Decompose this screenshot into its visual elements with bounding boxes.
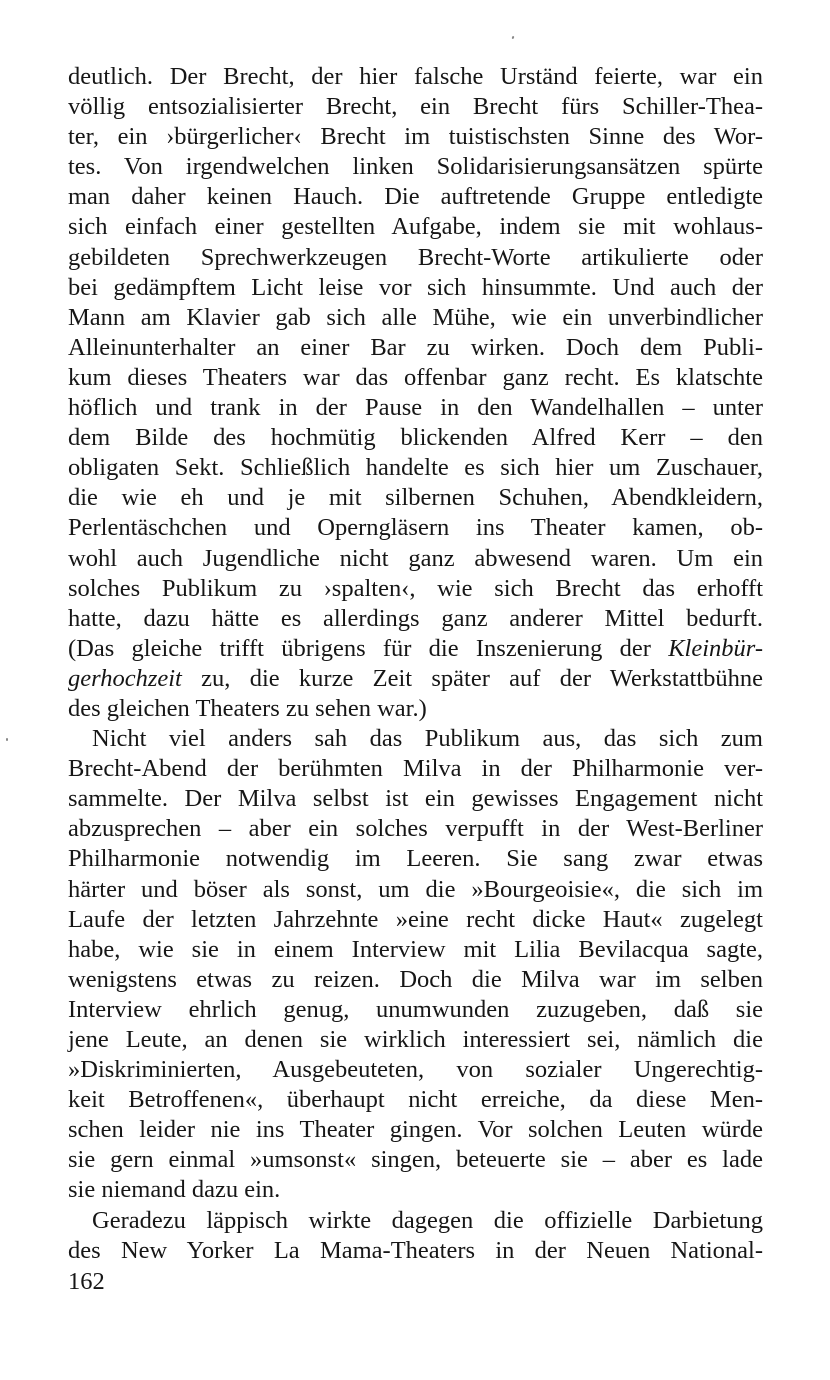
text-line — [68, 513, 763, 543]
text-span: ter, ein ›bürgerlicher‹ Brecht im tuistischsten Sinne des Wor- — [68, 123, 763, 151]
text-span: keit Betroffenen«, überhaupt nicht erreiche, da diese Men- — [68, 1086, 763, 1114]
text-span: sich einfach einer gestellten Aufgabe, indem sie mit wohlaus- — [68, 213, 763, 241]
text-span: hatte, dazu hätte es allerdings ganz anderer Mittel bedurft. — [68, 604, 763, 632]
text-line — [68, 724, 763, 754]
text-span: dem Bilde des hochmütig blickenden Alfred Kerr – den — [68, 424, 763, 452]
text-span: Geradezu läppisch wirkte dagegen die offizielle Darbietung — [92, 1206, 763, 1234]
body-text — [68, 62, 763, 1266]
page-number: 162 — [68, 1268, 105, 1295]
text-span: höflich und trank in der Pause in den Wandelhallen – unter — [68, 394, 763, 422]
text-line — [68, 875, 763, 905]
text-line — [68, 1055, 763, 1085]
text-span: tes. Von irgendwelchen linken Solidarisierungsansätzen spürte — [68, 153, 763, 181]
text-span: die wie eh und je mit silbernen Schuhen, Abendkleidern, — [68, 484, 763, 512]
text-span: »Diskriminierten, Ausgebeuteten, von sozialer Ungerechtig- — [68, 1056, 763, 1084]
text-line — [68, 784, 763, 814]
text-span: Philharmonie notwendig im Leeren. Sie sang zwar etwas — [68, 845, 763, 873]
text-span: sie gern einmal »umsonst« singen, beteuerte sie – aber es lade — [68, 1146, 763, 1174]
text-line — [68, 303, 763, 333]
text-span: obligaten Sekt. Schließlich handelte es sich hier um Zuschauer, — [68, 454, 763, 482]
text-line — [68, 333, 763, 363]
text-line — [68, 694, 763, 724]
text-line — [68, 62, 763, 92]
text-span: schen leider nie ins Theater gingen. Vor solchen Leuten würde — [68, 1116, 763, 1144]
text-line — [68, 1145, 763, 1175]
text-line — [68, 574, 763, 604]
text-span: Interview ehrlich genug, unumwunden zuzugeben, daß sie — [68, 995, 763, 1023]
text-span: Brecht-Abend der berühmten Milva in der Philharmonie ver- — [68, 755, 763, 783]
text-span: jene Leute, an denen sie wirklich interessiert sei, nämlich die — [68, 1026, 763, 1053]
text-span: sammelte. Der Milva selbst ist ein gewisses Engagement nicht — [68, 785, 763, 813]
text-span: Mann am Klavier gab sich alle Mühe, wie ein unverbindlicher — [68, 303, 763, 331]
text-line — [68, 453, 763, 483]
text-line — [68, 604, 763, 634]
text-span: man daher keinen Hauch. Die auftretende Gruppe entledigte — [68, 183, 763, 211]
text-line — [68, 544, 763, 574]
text-span: des New Yorker La Mama-Theaters in der Neuen National- — [68, 1236, 763, 1264]
text-line — [68, 393, 763, 423]
italic-title-span: Kleinbür- — [668, 634, 763, 662]
text-span: Perlentäschchen und Operngläsern ins Theater kamen, ob- — [68, 514, 763, 542]
italic-title-span: gerhochzeit — [68, 664, 182, 692]
text-line — [68, 152, 763, 182]
text-span: des gleichen Theaters zu sehen war.) — [68, 694, 427, 722]
text-span: Alleinunterhalter an einer Bar zu wirken. Doch dem Publi- — [68, 333, 763, 361]
text-line — [68, 844, 763, 874]
text-line — [68, 243, 763, 273]
text-line — [68, 1085, 763, 1115]
text-line — [68, 754, 763, 784]
text-span: zu, die kurze Zeit später auf der Werkstattbühne — [181, 664, 763, 692]
text-span: wenigstens etwas zu reizen. Doch die Milva war im selben — [68, 965, 763, 993]
text-span: Nicht viel anders sah das Publikum aus, das sich zum — [92, 725, 763, 753]
text-line — [68, 1175, 763, 1205]
text-line — [68, 1206, 763, 1236]
text-span: bei gedämpftem Licht leise vor sich hinsummte. Und auch der — [68, 273, 763, 301]
text-line — [68, 182, 763, 212]
text-span: deutlich. Der Brecht, der hier falsche Urständ feierte, war ein — [68, 63, 763, 90]
scan-speck — [512, 36, 515, 40]
text-span: abzusprechen – aber ein solches verpufft in der West-Berliner — [68, 815, 763, 843]
text-line — [68, 995, 763, 1025]
text-span: kum dieses Theaters war das offenbar ganz recht. Es klatschte — [68, 363, 763, 391]
text-line — [68, 664, 763, 694]
text-line — [68, 634, 763, 664]
text-span: Laufe der letzten Jahrzehnte »eine recht dicke Haut« zugelegt — [68, 905, 763, 933]
text-line — [68, 965, 763, 995]
text-line — [68, 363, 763, 393]
text-span: gebildeten Sprechwerkzeugen Brecht-Worte artikulierte oder — [68, 243, 763, 271]
text-line — [68, 1115, 763, 1145]
text-line — [68, 1236, 763, 1266]
text-line — [68, 483, 763, 513]
text-line — [68, 212, 763, 242]
text-span: solches Publikum zu ›spalten‹, wie sich Brecht das erhofft — [68, 574, 763, 602]
text-line — [68, 273, 763, 303]
text-line — [68, 935, 763, 965]
text-line — [68, 814, 763, 844]
text-line — [68, 905, 763, 935]
text-line — [68, 423, 763, 453]
scan-speck — [6, 738, 8, 741]
text-span: völlig entsozialisierter Brecht, ein Brecht fürs Schiller-Thea- — [68, 93, 763, 121]
text-line — [68, 1025, 763, 1055]
text-span: habe, wie sie in einem Interview mit Lilia Bevilacqua sagte, — [68, 935, 763, 963]
text-span: sie niemand dazu ein. — [68, 1176, 281, 1204]
text-line — [68, 122, 763, 152]
text-span: (Das gleiche trifft übrigens für die Inszenierung der — [68, 634, 669, 662]
text-span: wohl auch Jugendliche nicht ganz abwesend waren. Um ein — [68, 544, 763, 572]
text-line — [68, 92, 763, 122]
text-span: härter und böser als sonst, um die »Bourgeoisie«, die sich im — [68, 875, 763, 903]
